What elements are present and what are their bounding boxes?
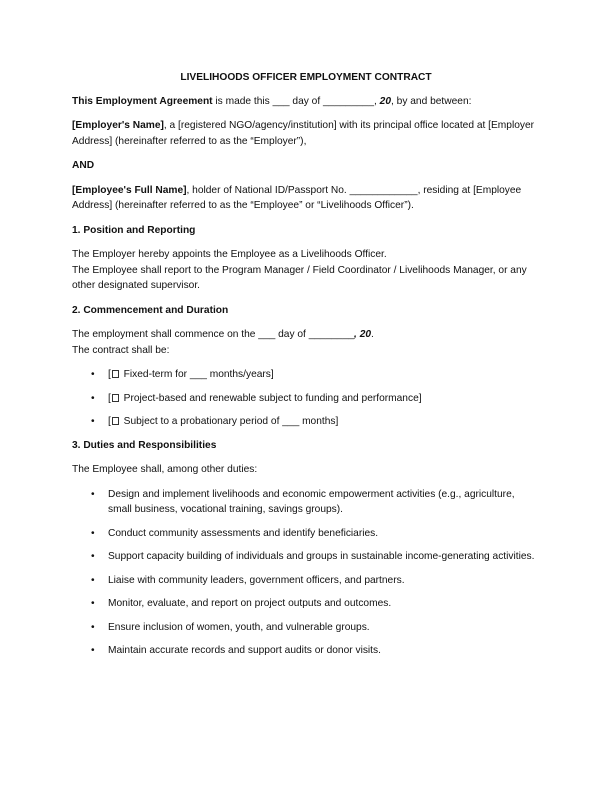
bullet-icon: • [91, 645, 95, 656]
employer-name: [Employer's Name] [72, 120, 164, 131]
employee-text: , holder of National ID/Passport No. ____________, residing at [Employee Address] (hereinafter referred to as the “Employee” or “Livelihoods Officer”). [72, 184, 522, 211]
bullet-icon: • [91, 574, 95, 586]
employee-paragraph [72, 183, 540, 214]
intro-tail: , by and between: [391, 95, 472, 107]
duty-item: • Maintain accurate records and support audits or donor visits. [72, 643, 540, 659]
duty-item: • Ensure inclusion of women, youth, and vulnerable groups. [72, 620, 540, 636]
section-3-heading: 3. Duties and Responsibilities [72, 439, 217, 451]
intro-paragraph [72, 94, 540, 110]
bullet-icon: • [91, 527, 95, 539]
duty-item: • Conduct community assessments and identify beneficiaries. [72, 526, 540, 542]
intro-year: 20 [379, 95, 392, 107]
contract-option: • [ Project-based and renewable subject to funding and performance] [72, 391, 540, 407]
contract-page [72, 70, 540, 667]
bullet-icon: • [91, 621, 95, 633]
bullet-icon: • [91, 551, 95, 562]
commence-end: . [371, 329, 374, 340]
checkbox-icon[interactable] [112, 417, 119, 425]
commence-text: The employment shall commence on the ___ day of ________ [72, 329, 355, 340]
section-2-body [72, 327, 540, 358]
duty-item: • Monitor, evaluate, and report on project outputs and outcomes. [72, 596, 540, 612]
checkbox-icon[interactable] [112, 370, 119, 378]
section-1-body [72, 247, 540, 294]
duty-item: • Liaise with community leaders, government officers, and partners. [72, 573, 540, 589]
duty-item: • Support capacity building of individuals and groups in sustainable income-generating activities. [72, 549, 540, 565]
intro-lead: This Employment Agreement [72, 95, 213, 107]
contract-type-intro: The contract shall be: [72, 344, 170, 356]
duties-list [72, 487, 540, 659]
contract-option: • [ Fixed-term for ___ months/years] [72, 367, 540, 383]
commence-year: , 20 [354, 329, 372, 340]
employee-name: [Employee's Full Name] [72, 184, 187, 196]
bullet-icon: • [91, 369, 95, 380]
employer-paragraph [72, 118, 540, 149]
employer-text: , a [registered NGO/agency/institution] with its principal office located at [Employer Address] (hereinafter referred to as the “Employer”), [72, 120, 535, 147]
section-2-heading: 2. Commencement and Duration [72, 304, 229, 316]
bullet-icon: • [91, 598, 95, 609]
section-1-line-1: The Employer hereby appoints the Employee as a Livelihoods Officer. [72, 249, 387, 260]
document-title: LIVELIHOODS OFFICER EMPLOYMENT CONTRACT [180, 72, 432, 83]
bullet-icon: • [91, 392, 95, 404]
section-1-line-2: The Employee shall report to the Program Manager / Field Coordinator / Livelihoods Manager, or any other designated supervisor. [72, 264, 527, 291]
bullet-icon: • [91, 416, 95, 427]
section-1-heading: 1. Position and Reporting [72, 224, 196, 236]
bullet-icon: • [91, 488, 95, 500]
duty-item: • Design and implement livelihoods and economic empowerment activities (e.g., agriculture, small business, vocational training, savings groups). [91, 488, 515, 515]
and-label: AND [72, 160, 95, 171]
intro-text: is made this ___ day of _________, [212, 95, 380, 107]
contract-type-options [72, 367, 540, 430]
checkbox-icon[interactable] [112, 394, 119, 402]
section-3-intro: The Employee shall, among other duties: [72, 464, 258, 475]
contract-option: • [ Subject to a probationary period of ___ months] [72, 414, 540, 430]
